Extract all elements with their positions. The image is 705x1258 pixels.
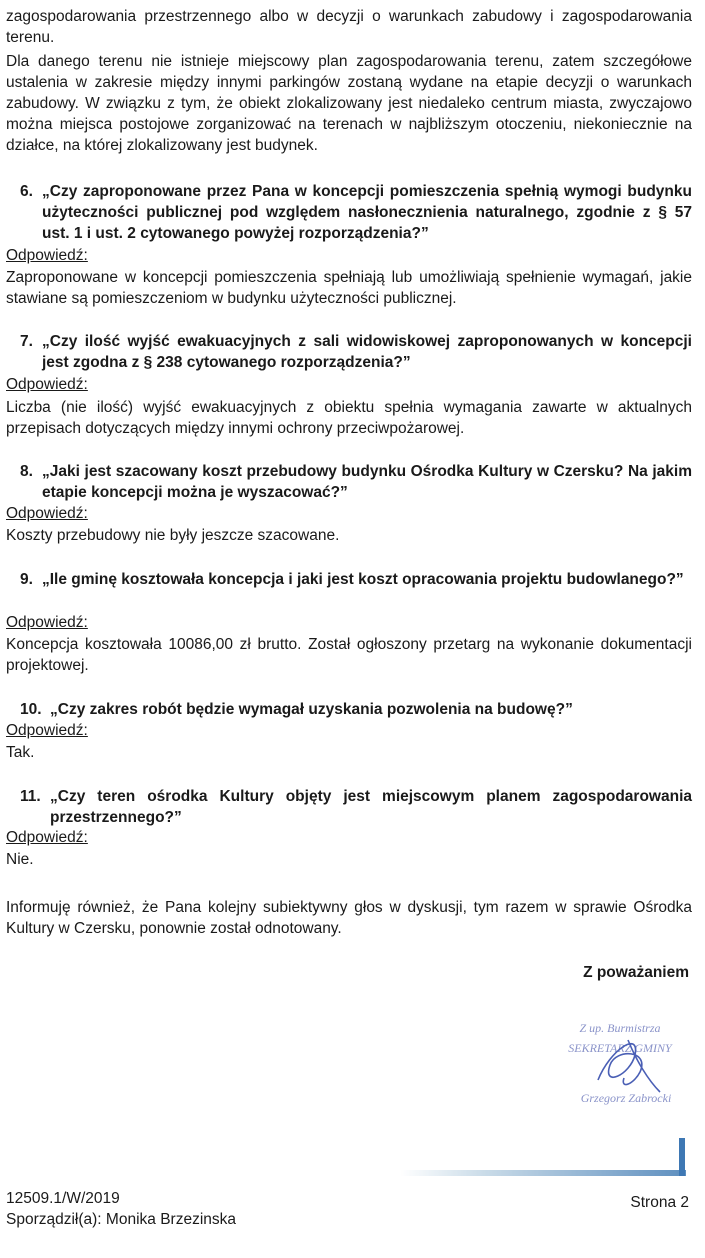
question-number: 10. xyxy=(20,701,42,718)
footer-left xyxy=(6,1188,236,1230)
page-number: Strona 2 xyxy=(630,1194,689,1211)
question-number: 6. xyxy=(20,183,33,200)
answer-label: Odpowiedź: xyxy=(6,829,88,846)
answer-7: Liczba (nie ilość) wyjść ewakuacyjnych z obiektu spełnia wymagania zawarte w aktualnych przepisach dotyczących między innymi ochrony przeciwpożarowej. xyxy=(6,399,692,437)
stamp-line-3: Grzegorz Zabrocki xyxy=(580,1091,672,1105)
answer-label: Odpowiedź: xyxy=(6,614,88,631)
answer-8: Koszty przebudowy nie były jeszcze szacowane. xyxy=(6,527,340,544)
question-10 xyxy=(20,699,692,720)
question-11 xyxy=(20,786,692,828)
question-number: 7. xyxy=(20,333,33,350)
stamp-line-1: Z up. Burmistrza xyxy=(579,1021,661,1035)
question-number: 8. xyxy=(20,463,33,480)
question-8 xyxy=(20,461,692,503)
answer-label: Odpowiedź: xyxy=(6,247,88,264)
intro-paragraph: Dla danego terenu nie istnieje miejscowy plan zagospodarowania terenu, zatem szczegółowe ustalenia w zakresie między innymi parkingów zostaną wydane na etapie decyzji o warunkach zabudowy. W związku z tym, że obiekt zlokalizowany jest niedaleko centrum miasta, zwyczajowo można miejsca postojowe zorganizować na terenach w najbliższym otoczeniu, niekoniecznie na działce, na której zlokalizowany jest budynek. xyxy=(6,53,692,154)
question-number: 9. xyxy=(20,571,33,588)
answer-label: Odpowiedź: xyxy=(6,505,88,522)
answer-6: Zaproponowane w koncepcji pomieszczenia spełniają lub umożliwiają spełnienie wymagań, jakie stawiane są pomieszczeniom w budynku użyteczności publicznej. xyxy=(6,269,692,307)
prepared-by: Sporządził(a): Monika Brzezinska xyxy=(6,1211,237,1228)
question-9 xyxy=(20,569,692,590)
footer-rule-corner xyxy=(679,1138,685,1176)
signature-stamp xyxy=(540,1010,700,1115)
answer-label: Odpowiedź: xyxy=(6,722,88,739)
question-text: „Ile gminę kosztowała koncepcja i jaki jest koszt opracowania projektu budowlanego?” xyxy=(42,571,684,588)
question-text: „Czy ilość wyjść ewakuacyjnych z sali widowiskowej zaproponowanych w koncepcji jest zgodna z § 238 cytowanego rozporządzenia?” xyxy=(42,333,692,371)
question-text: „Czy teren ośrodka Kultury objęty jest miejscowym planem zagospodarowania przestrzennego?” xyxy=(50,788,692,826)
question-6 xyxy=(20,181,692,244)
closing-paragraph: Informuję również, że Pana kolejny subiektywny głos w dyskusji, tym razem w sprawie Ośrodka Kultury w Czersku, ponownie został odnotowany. xyxy=(6,899,692,937)
question-number: 11. xyxy=(20,788,41,805)
reference-number: 12509.1/W/2019 xyxy=(6,1190,120,1207)
answer-11: Nie. xyxy=(6,851,34,868)
closing-salutation: Z poważaniem xyxy=(583,964,689,981)
stamp-line-2: SEKRETARZ GMINY xyxy=(568,1041,672,1055)
question-7 xyxy=(20,331,692,373)
question-text: „Jaki jest szacowany koszt przebudowy budynku Ośrodka Kultury w Czersku? Na jakim etapie koncepcji można je wyszacować?” xyxy=(42,463,692,501)
answer-10: Tak. xyxy=(6,744,35,761)
answer-9: Koncepcja kosztowała 10086,00 zł brutto. Został ogłoszony przetarg na wykonanie dokumentacji projektowej. xyxy=(6,636,692,674)
answer-label: Odpowiedź: xyxy=(6,376,88,393)
footer-rule xyxy=(400,1170,686,1176)
question-text: „Czy zaproponowane przez Pana w koncepcji pomieszczenia spełnią wymogi budynku użyteczności publicznej pod względem nasłonecznienia naturalnego, zgodnie z § 57 ust. 1 i ust. 2 cytowanego powyżej rozporządzenia?” xyxy=(42,183,692,242)
question-text: „Czy zakres robót będzie wymagał uzyskania pozwolenia na budowę?” xyxy=(50,701,573,718)
intro-paragraph-continuation: zagospodarowania przestrzennego albo w decyzji o warunkach zabudowy i zagospodarowania terenu. xyxy=(6,8,692,46)
